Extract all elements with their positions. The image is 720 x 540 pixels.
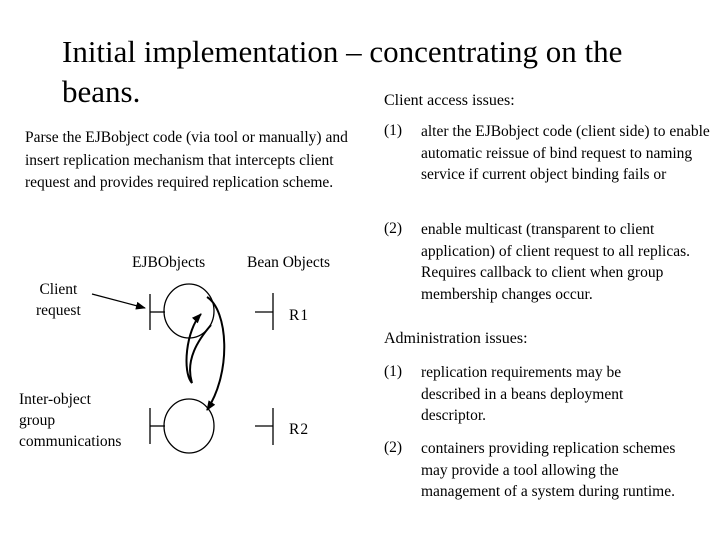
bean-object-group-1 xyxy=(255,293,273,330)
admin-item-1-text: replication requirements may be described in a beans deployment descriptor. xyxy=(421,364,624,424)
client-access-item-2-number: (2) xyxy=(384,220,403,237)
ejb-object-group-2 xyxy=(150,399,214,453)
admin-item-1-number: (1) xyxy=(384,363,403,380)
bean-object-group-2 xyxy=(255,408,273,445)
admin-item-2-number: (2) xyxy=(384,439,403,456)
client-access-item-1-text: alter the EJBobject code (client side) to enable automatic reissue of bind request to naming service if current object binding fails or xyxy=(421,123,710,183)
parse-description: Parse the EJBobject code (via tool or manually) and insert replication mechanism that intercepts client request and provides required replication scheme. xyxy=(25,129,348,191)
slide-title: Initial implementation – concentrating on the beans. xyxy=(62,34,623,109)
client-access-item-2-text: enable multicast (transparent to client application) of client request to all replicas. Requires callback to client when group membership changes occur. xyxy=(421,221,690,303)
inter-object-label: Inter-object group communications xyxy=(19,391,122,450)
client-request-label: Client request xyxy=(36,281,81,319)
replica-r1-label: R1 xyxy=(289,307,310,324)
client-access-heading: Client access issues: xyxy=(384,92,515,109)
replication-arrow-down xyxy=(207,297,224,410)
administration-heading: Administration issues: xyxy=(384,330,528,347)
ejb-object-circle-2 xyxy=(164,399,214,453)
client-request-arrow xyxy=(92,294,145,308)
replication-arrow-loop xyxy=(186,314,211,383)
bean-objects-label: Bean Objects xyxy=(247,254,331,271)
client-access-item-1-number: (1) xyxy=(384,122,403,139)
admin-item-2-text: containers providing replication schemes may provide a tool allowing the management of a system during runtime. xyxy=(421,440,676,500)
ejb-object-group-1 xyxy=(150,284,214,338)
replica-r2-label: R2 xyxy=(289,421,310,438)
ejbobjects-label: EJBObjects xyxy=(132,254,206,271)
